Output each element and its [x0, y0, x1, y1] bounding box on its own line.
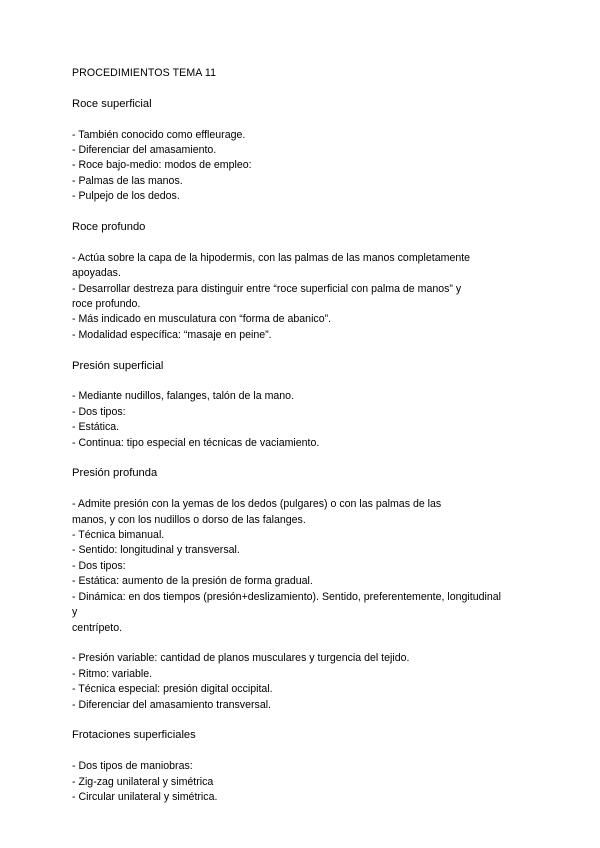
text-line: - Palmas de las manos. — [72, 174, 183, 187]
text-line: - Diferenciar del amasamiento. — [72, 144, 217, 156]
text-line: - También conocido como effleurage. — [72, 128, 246, 141]
text-line: - Roce bajo-medio: modos de empleo: — [72, 159, 252, 172]
section-heading-frotaciones-superficiales: Frotaciones superficiales — [72, 729, 196, 742]
text-line: - Estática: aumento de la presión de forma gradual. — [72, 575, 313, 588]
text-line: - Dos tipos: — [72, 559, 126, 572]
text-line: - Continua: tipo especial en técnicas de vaciamiento. — [72, 436, 320, 449]
section-body-frotaciones-superficiales — [72, 759, 532, 805]
section-body-presion-profunda — [72, 497, 532, 636]
section-heading-presion-superficial: Presión superficial — [72, 359, 164, 372]
text-line: - Dinámica: en dos tiempos (presión+deslizamiento). Sentido, preferentemente, longitudinal — [72, 590, 501, 603]
text-line: - Técnica especial: presión digital occipital. — [72, 683, 273, 696]
text-line: - Técnica bimanual. — [72, 529, 165, 542]
text-line: centrípeto. — [72, 621, 123, 634]
section-heading-presion-profunda: Presión profunda — [72, 467, 158, 480]
text-line: - Estática. — [72, 421, 120, 434]
section-body-roce-profundo — [72, 251, 532, 343]
document-title: PROCEDIMIENTOS TEMA 11 — [72, 67, 217, 79]
text-line: - Más indicado en musculatura con “forma de abanico”. — [72, 313, 332, 326]
text-line: - Zig-zag unilateral y simétrica — [72, 775, 214, 788]
text-line: - Sentido: longitudinal y transversal. — [72, 544, 240, 557]
text-line: - Circular unilateral y simétrica. — [72, 790, 218, 803]
text-line: - Dos tipos de maniobras: — [72, 760, 193, 773]
section-heading-roce-superficial: Roce superficial — [72, 97, 152, 110]
text-line: roce profundo. — [72, 298, 141, 311]
text-line: - Diferenciar del amasamiento transversal. — [72, 698, 272, 711]
document-body — [72, 66, 532, 821]
text-line: y — [72, 606, 78, 619]
text-line: - Admite presión con la yemas de los dedos (pulgares) o con las palmas de las — [72, 498, 442, 511]
text-line: - Mediante nudillos, falanges, talón de la mano. — [72, 390, 295, 403]
text-line: - Ritmo: variable. — [72, 667, 153, 680]
section-body-roce-superficial — [72, 128, 532, 205]
text-line: manos, y con los nudillos o dorso de las falanges. — [72, 513, 306, 526]
section-body-presion-profunda-2 — [72, 651, 532, 713]
text-line: - Dos tipos: — [72, 405, 126, 418]
text-line: - Presión variable: cantidad de planos musculares y turgencia del tejido. — [72, 652, 410, 665]
text-line: apoyadas. — [72, 267, 121, 280]
section-heading-roce-profundo: Roce profundo — [72, 221, 146, 234]
section-body-presion-superficial — [72, 389, 532, 451]
text-line: - Pulpejo de los dedos. — [72, 190, 180, 203]
text-line: - Desarrollar destreza para distinguir entre “roce superficial con palma de manos” y — [72, 282, 462, 295]
text-line: - Modalidad específica: “masaje en peine”. — [72, 328, 272, 341]
text-line: - Actúa sobre la capa de la hipodermis, con las palmas de las manos completamente — [72, 251, 471, 264]
